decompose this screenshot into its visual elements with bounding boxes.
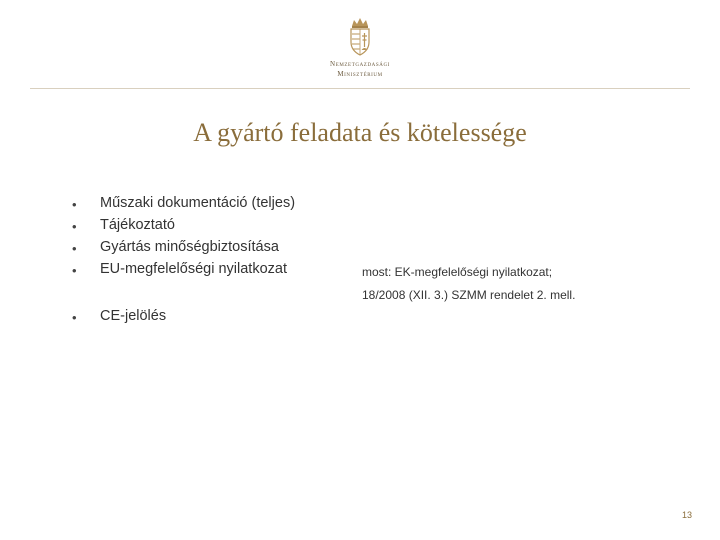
bullet-icon: • <box>72 219 77 234</box>
slide-title: A gyártó feladata és kötelessége <box>193 118 527 147</box>
page-number: 13 <box>681 510 692 520</box>
bullet-icon: • <box>72 197 77 212</box>
ministry-name-line2: Minisztérium <box>337 70 383 78</box>
header-divider <box>30 88 690 89</box>
note-line-1: most: EK-megfelelőségi nyilatkozat; <box>362 265 553 279</box>
list-item: EU-megfelelőségi nyilatkozat <box>100 261 287 277</box>
list-item: Műszaki dokumentáció (teljes) <box>100 195 296 211</box>
list-item: Tájékoztató <box>100 217 175 233</box>
bullet-icon: • <box>72 263 77 278</box>
list-item: Gyártás minőségbiztosítása <box>100 239 279 255</box>
ministry-logo <box>320 14 400 80</box>
list-item: CE-jelölés <box>100 308 167 324</box>
note-line-2: 18/2008 (XII. 3.) SZMM rendelet 2. mell. <box>362 288 576 302</box>
bullet-icon: • <box>72 310 77 325</box>
bullet-icon: • <box>72 241 77 256</box>
coat-of-arms-icon <box>346 16 374 58</box>
ministry-name-line1: Nemzetgazdasági <box>330 60 390 68</box>
